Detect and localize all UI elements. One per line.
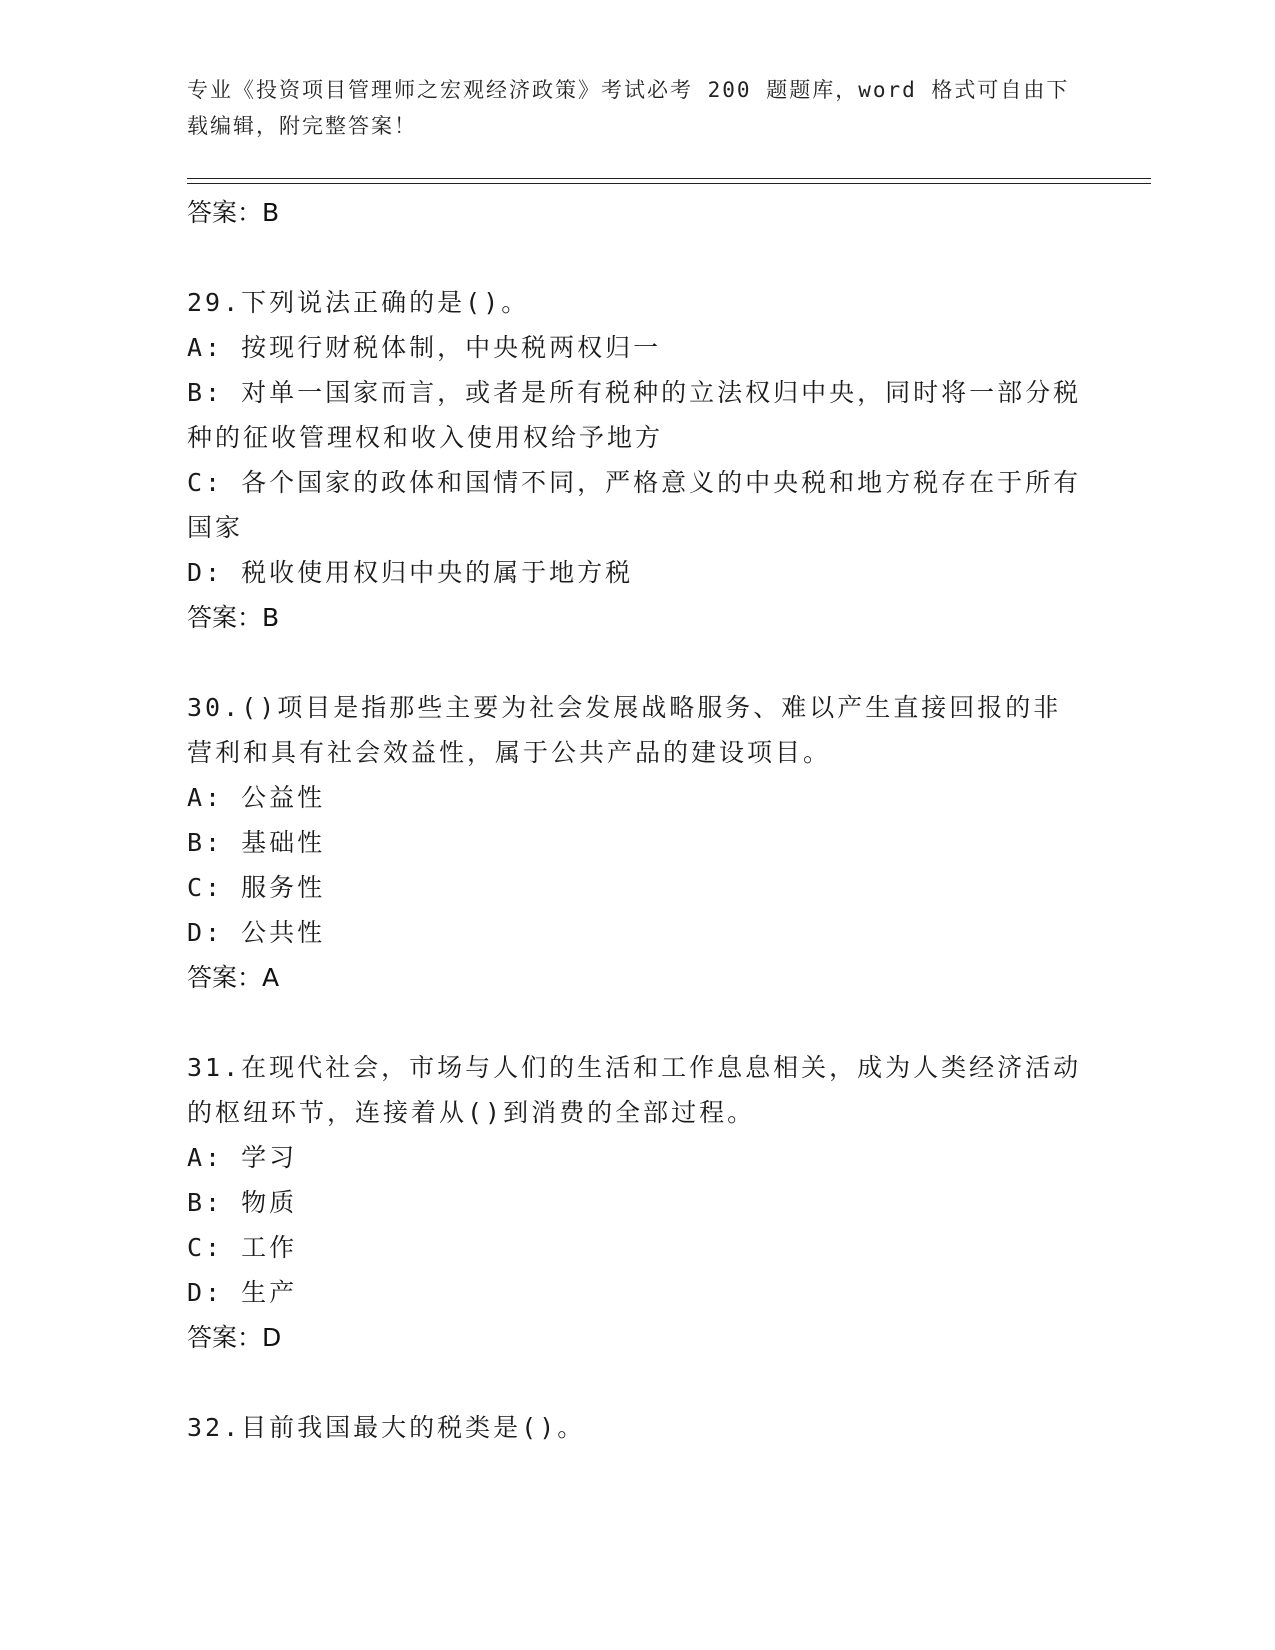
question-stem: 29.下列说法正确的是()。 — [187, 288, 530, 317]
option-d: D: 公共性 — [187, 918, 326, 947]
question-stem: 30.()项目是指那些主要为社会发展战略服务、难以产生直接回报的非营利和具有社会效益性，属于公共产品的建设项目。 — [187, 693, 1062, 767]
option-a: A: 公益性 — [187, 783, 326, 812]
header-rule-top — [187, 178, 1151, 179]
question-29 — [187, 280, 1087, 641]
option-b: B: 基础性 — [187, 828, 326, 857]
header-rule-bottom — [187, 183, 1151, 184]
document-header: 专业《投资项目管理师之宏观经济政策》考试必考 200 题题库，word 格式可自由下载编辑，附完整答案！ — [187, 78, 1070, 138]
answer-line: 答案：B — [187, 603, 280, 632]
question-stem: 32.目前我国最大的税类是()。 — [187, 1413, 586, 1442]
question-30 — [187, 685, 1087, 1001]
option-b: B: 对单一国家而言，或者是所有税种的立法权归中央，同时将一部分税种的征收管理权和收入使用权给予地方 — [187, 378, 1082, 452]
answer-line: 答案：A — [187, 963, 280, 992]
question-list — [187, 190, 1087, 1450]
option-d: D: 生产 — [187, 1278, 298, 1307]
question-32 — [187, 1405, 1087, 1450]
option-a: A: 学习 — [187, 1143, 298, 1172]
option-c: C: 各个国家的政体和国情不同，严格意义的中央税和地方税存在于所有国家 — [187, 468, 1082, 542]
question-stem: 31.在现代社会，市场与人们的生活和工作息息相关，成为人类经济活动的枢纽环节，连接着从()到消费的全部过程。 — [187, 1053, 1082, 1127]
option-c: C: 工作 — [187, 1233, 298, 1262]
answer-line: 答案：B — [187, 198, 280, 227]
answer-line: 答案：D — [187, 1323, 282, 1352]
option-a: A: 按现行财税体制，中央税两权归一 — [187, 333, 662, 362]
question-31 — [187, 1045, 1087, 1361]
option-b: B: 物质 — [187, 1188, 298, 1217]
option-d: D: 税收使用权归中央的属于地方税 — [187, 558, 634, 587]
option-c: C: 服务性 — [187, 873, 326, 902]
